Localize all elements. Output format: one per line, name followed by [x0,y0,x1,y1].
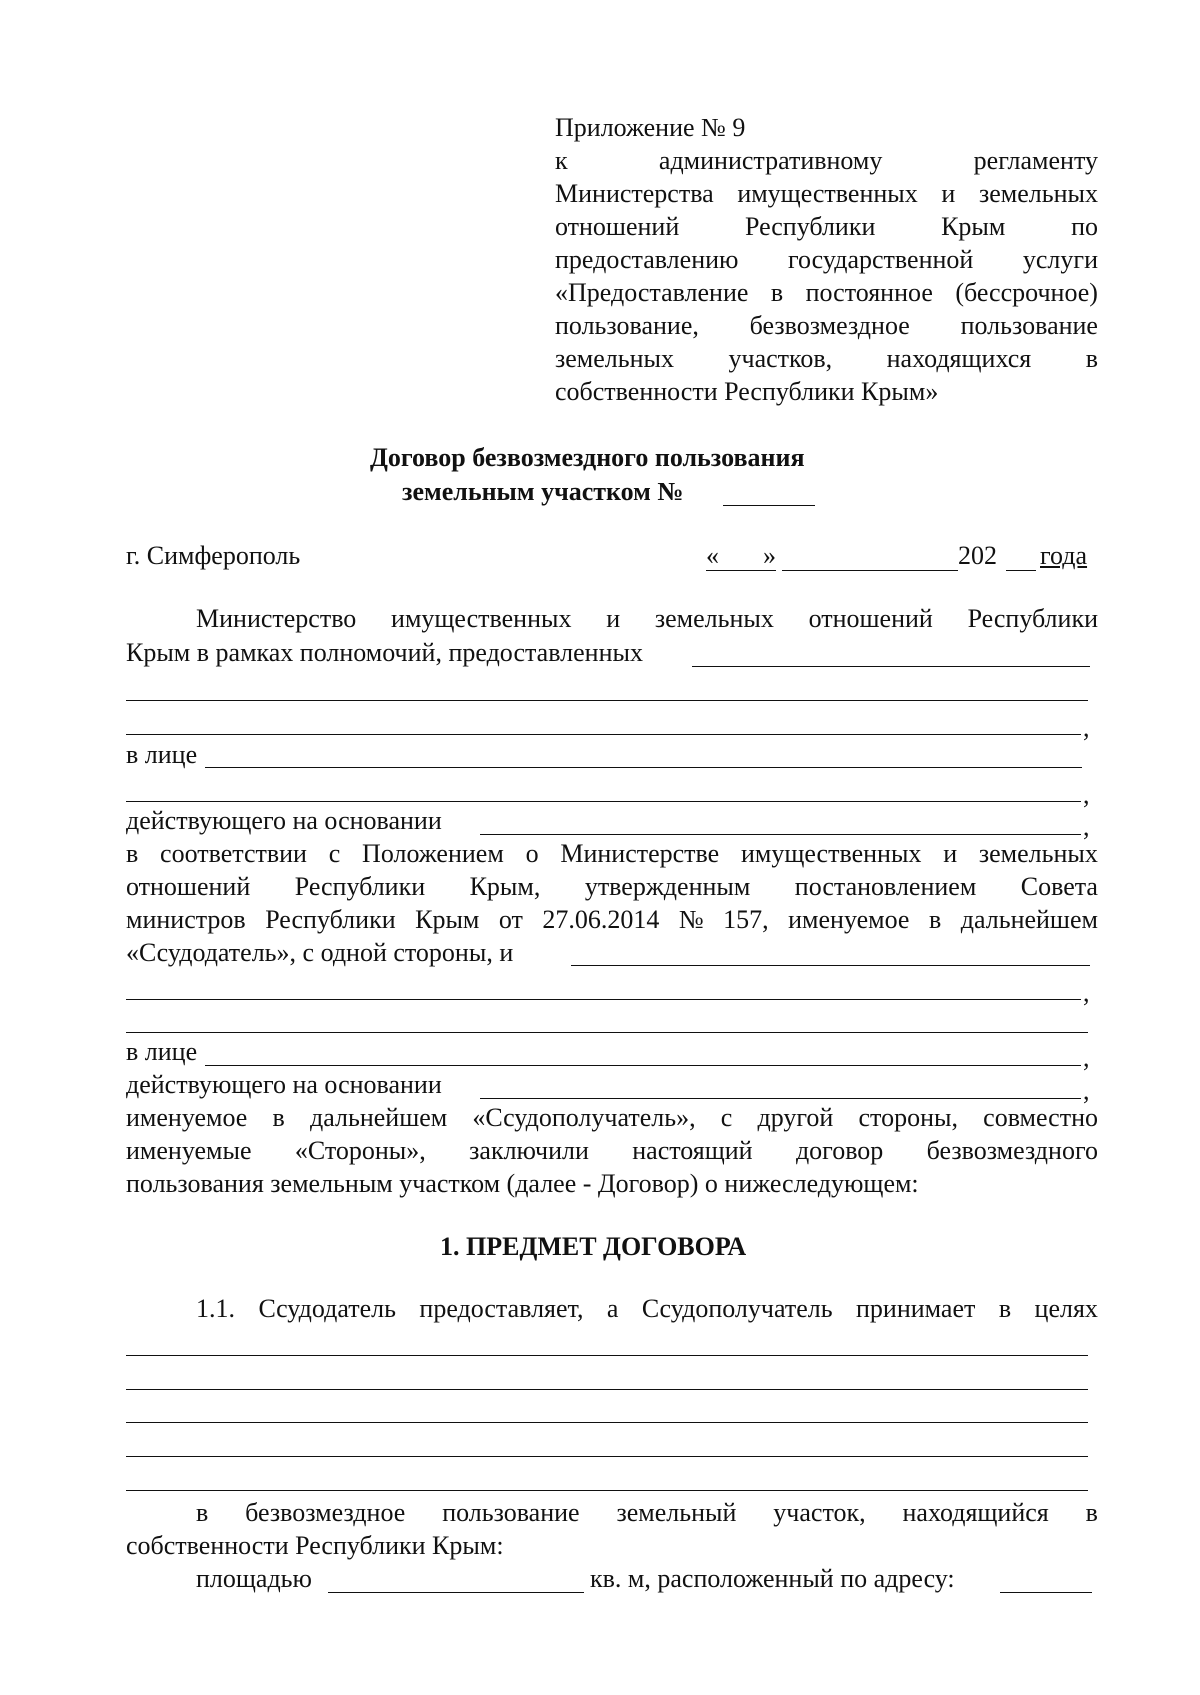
appendix-line [555,145,1098,177]
word: отношений [126,872,251,901]
purpose-blank-1[interactable] [126,1355,1088,1356]
parties-line-2 [126,1135,1098,1167]
comma: , [1083,978,1090,1007]
word: к [555,146,568,175]
comma: , [1083,780,1090,809]
ssudopoluchatel-blank-3[interactable] [126,1032,1088,1033]
word: настоящий [632,1136,753,1165]
word: и [941,179,956,208]
word: постоянное [805,278,933,307]
word: услуги [1022,245,1098,274]
word: участок, [773,1498,866,1527]
word: именуемое [788,905,910,934]
word: Совета [1020,872,1098,901]
word: в [1085,344,1098,373]
year-word: года [1040,541,1088,570]
ssudopoluchatel-representative-blank[interactable] [205,1065,1081,1066]
word: Положением [362,839,504,868]
word: соответствии [160,839,307,868]
powers-blank[interactable] [692,666,1090,667]
word: «Предоставление [555,278,749,307]
contract-number-blank[interactable] [723,505,815,506]
word: № [678,905,704,934]
word: административному [658,146,883,175]
word: Республики [294,872,426,901]
word: о [525,839,539,868]
word: в [998,1294,1012,1323]
intro-line-2: Крым в рамках полномочий, предоставленных [126,638,643,667]
ssudodatel-representative-label: в лице [126,740,198,769]
word: Республики [744,212,876,241]
ssudopoluchatel-blank-2[interactable] [126,999,1081,1000]
appendix-line-last: собственности Республики Крым» [555,377,939,406]
parties-line-1 [126,1102,1098,1134]
word: Крым [415,905,480,934]
word: и [606,604,621,633]
word: пользование, [555,311,699,340]
section1-p1 [196,1293,1098,1325]
word: стороны, [858,1103,958,1132]
ssudopoluchatel-basis-blank[interactable] [480,1098,1081,1099]
word: безвозмездное [749,311,910,340]
word: земельных [978,179,1098,208]
word: Министерство [196,604,357,633]
word: безвозмездного [926,1136,1098,1165]
year-prefix: 202 [958,541,997,570]
word: целях [1034,1294,1098,1323]
word: земельных [654,604,774,633]
word: имущественных [391,604,572,633]
intro-line-1 [196,603,1098,635]
word: от [498,905,523,934]
regulation-line-3 [126,904,1098,936]
word: Крым, [469,872,541,901]
word: участков, [728,344,833,373]
date-quote-open: « [706,541,719,570]
word: «Стороны», [294,1136,426,1165]
word: принимает [856,1294,976,1323]
word: заключили [469,1136,589,1165]
appendix-line [555,277,1098,309]
word: совместно [983,1103,1098,1132]
month-blank[interactable] [782,570,958,571]
word: и [943,839,958,868]
purpose-blank-3[interactable] [126,1422,1088,1423]
word: Республики [265,905,396,934]
purpose-blank-4[interactable] [126,1456,1088,1457]
appendix-title: Приложение № 9 [555,113,746,142]
word: Министерства [555,179,714,208]
word: в [928,905,942,934]
word: договор [795,1136,884,1165]
ssudodatel-basis-blank[interactable] [480,834,1081,835]
word: 157, [723,905,769,934]
word: безвозмездное [245,1498,406,1527]
word: «Ссудополучатель», [472,1103,696,1132]
word: именуемые [126,1136,252,1165]
word: имущественных [737,179,918,208]
comma: , [1083,812,1090,841]
word: пользование [960,311,1098,340]
appendix-line [555,178,1098,210]
word: отношений [808,604,933,633]
word: регламенту [973,146,1098,175]
word: находящийся [902,1498,1049,1527]
section1-p3: собственности Республики Крым: [126,1531,504,1560]
word: Республики [967,604,1098,633]
regulation-line-4: «Ссудодатель», с одной стороны, и [126,938,514,967]
word: дальнейшем [310,1103,448,1132]
day-blank[interactable] [706,570,776,571]
word: в [1085,1498,1098,1527]
purpose-blank-5[interactable] [126,1490,1088,1491]
word: отношений [555,212,680,241]
ssudopoluchatel-representative-label: в лице [126,1037,198,1066]
ssudopoluchatel-blank[interactable] [571,965,1090,966]
word: именуемое [126,1103,248,1132]
appendix-line [555,244,1098,276]
word: утвержденным [584,872,751,901]
area-blank[interactable] [328,1592,584,1593]
appendix-line [555,343,1098,375]
comma: , [1083,1043,1090,1072]
word: (бессрочное) [955,278,1098,307]
word: с [720,1103,733,1132]
word: пользование [442,1498,580,1527]
word: Ссудодатель [258,1294,396,1323]
purpose-blank-2[interactable] [126,1389,1088,1390]
appendix-line [555,310,1098,342]
area-unit-address-label: кв. м, расположенный по адресу: [590,1564,955,1593]
section-heading: 1. ПРЕДМЕТ ДОГОВОРА [440,1232,747,1261]
comma: , [1083,1076,1090,1105]
section1-p2 [196,1497,1098,1529]
word: 27.06.2014 [542,905,660,934]
word: земельных [555,344,675,373]
contract-subtitle: земельным участком № [402,477,684,506]
word: дальнейшем [960,905,1098,934]
ssudodatel-representative-blank-2[interactable] [126,801,1081,802]
word: Ссудополучатель [641,1294,833,1323]
word: Министерстве [560,839,720,868]
ssudodatel-basis-label: действующего на основании [126,806,442,835]
word: в [126,839,139,868]
ssudodatel-representative-blank[interactable] [205,767,1082,768]
word: земельный [616,1498,737,1527]
word: с [328,839,341,868]
word: в [272,1103,285,1132]
address-blank[interactable] [1000,1592,1092,1593]
area-label: площадью [196,1564,312,1593]
word: имущественных [740,839,922,868]
powers-blank-2[interactable] [126,700,1088,701]
contract-title: Договор безвозмездного пользования [370,443,805,472]
word: другой [757,1103,834,1132]
word: постановлением [794,872,977,901]
date-quote-close: » [763,541,776,570]
word: в [196,1498,209,1527]
word: по [1071,212,1098,241]
word: 1.1. [196,1294,235,1323]
year-blank[interactable] [1006,570,1036,571]
regulation-line-2 [126,871,1098,903]
city: г. Симферополь [126,541,301,570]
powers-blank-3[interactable] [126,734,1081,735]
parties-line-3: пользования земельным участком (далее - Договор) о нижеследующем: [126,1169,919,1198]
word: земельных [978,839,1098,868]
word: Крым [941,212,1006,241]
word: государственной [788,245,974,274]
word: в [770,278,784,307]
word: находящихся [886,344,1032,373]
comma: , [1083,713,1090,742]
word: а [606,1294,619,1323]
appendix-line [555,211,1098,243]
word: министров [126,905,246,934]
word: предоставлению [555,245,739,274]
ssudopoluchatel-basis-label: действующего на основании [126,1070,442,1099]
regulation-line-1 [126,838,1098,870]
word: предоставляет, [419,1294,584,1323]
